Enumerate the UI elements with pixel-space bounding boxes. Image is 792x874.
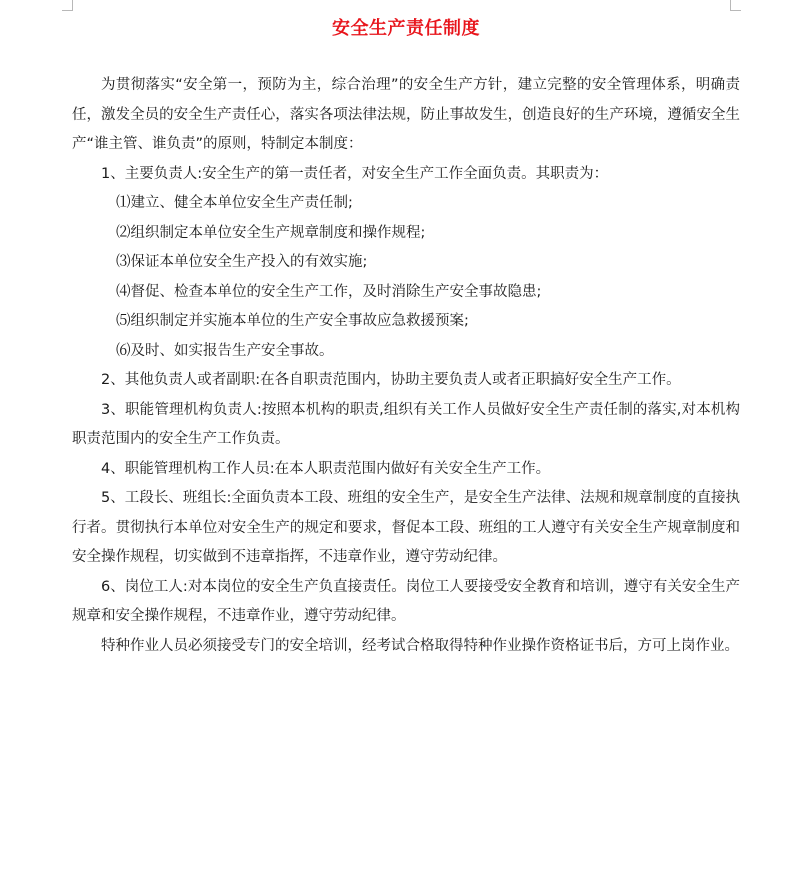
duty-item-4: ⑷督促、检查本单位的安全生产工作，及时消除生产安全事故隐患; (116, 283, 542, 300)
clause-4-department-staff: 4、职能管理机构工作人员:在本人职责范围内做好有关安全生产工作。 (101, 460, 551, 477)
clause-2-deputy: 2、其他负责人或者副职:在各自职责范围内，协助主要负责人或者正职搞好安全生产工作。 (101, 372, 681, 388)
page-corner-mark-left (62, 0, 73, 11)
intro-paragraph: 为贯彻落实“安全第一，预防为主，综合治理”的安全生产方针，建立完整的安全管理体系，明确责任，激发全员的安全生产责任心，落实各项法律法规，防止事故发生，创造良好的生产环境，遵循安全生产“谁主管、谁负责”的原则，特制定本制度： (72, 77, 740, 152)
clause-6-post-worker: 6、岗位工人:对本岗位的安全生产负直接责任。岗位工人要接受安全教育和培训，遵守有关安全生产规章和安全操作规程，不违章作业，遵守劳动纪律。 (72, 578, 740, 624)
clause-1-main-responsible: 1、主要负责人:安全生产的第一责任者，对安全生产工作全面负责。其职责为： (101, 165, 609, 182)
page-corner-mark-right (730, 0, 741, 11)
duty-item-1: ⑴建立、健全本单位安全生产责任制; (116, 195, 353, 211)
duty-item-5: ⑸组织制定并实施本单位的生产安全事故应急救援预案; (116, 313, 469, 329)
duty-item-6: ⑹及时、如实报告生产安全事故。 (116, 342, 334, 359)
special-operation-paragraph: 特种作业人员必须接受专门的安全培训，经考试合格取得特种作业操作资格证书后，方可上岗作业。 (101, 637, 739, 654)
document-title: 安全生产责任制度 (332, 18, 480, 39)
duty-item-2: ⑵组织制定本单位安全生产规章制度和操作规程; (116, 224, 426, 241)
document-body (72, 71, 740, 661)
clause-5-team-leader: 5、工段长、班组长:全面负责本工段、班组的安全生产，是安全生产法律、法规和规章制度的直接执行者。贯彻执行本单位对安全生产的规定和要求，督促本工段、班组的工人遵守有关安全生产规章制度和安全操作规程，切实做到不违章指挥，不违章作业，遵守劳动纪律。 (72, 490, 740, 565)
duty-item-3: ⑶保证本单位安全生产投入的有效实施; (116, 254, 368, 270)
clause-3-department-head: 3、职能管理机构负责人:按照本机构的职责,组织有关工作人员做好安全生产责任制的落实,对本机构职责范围内的安全生产工作负责。 (72, 401, 740, 447)
